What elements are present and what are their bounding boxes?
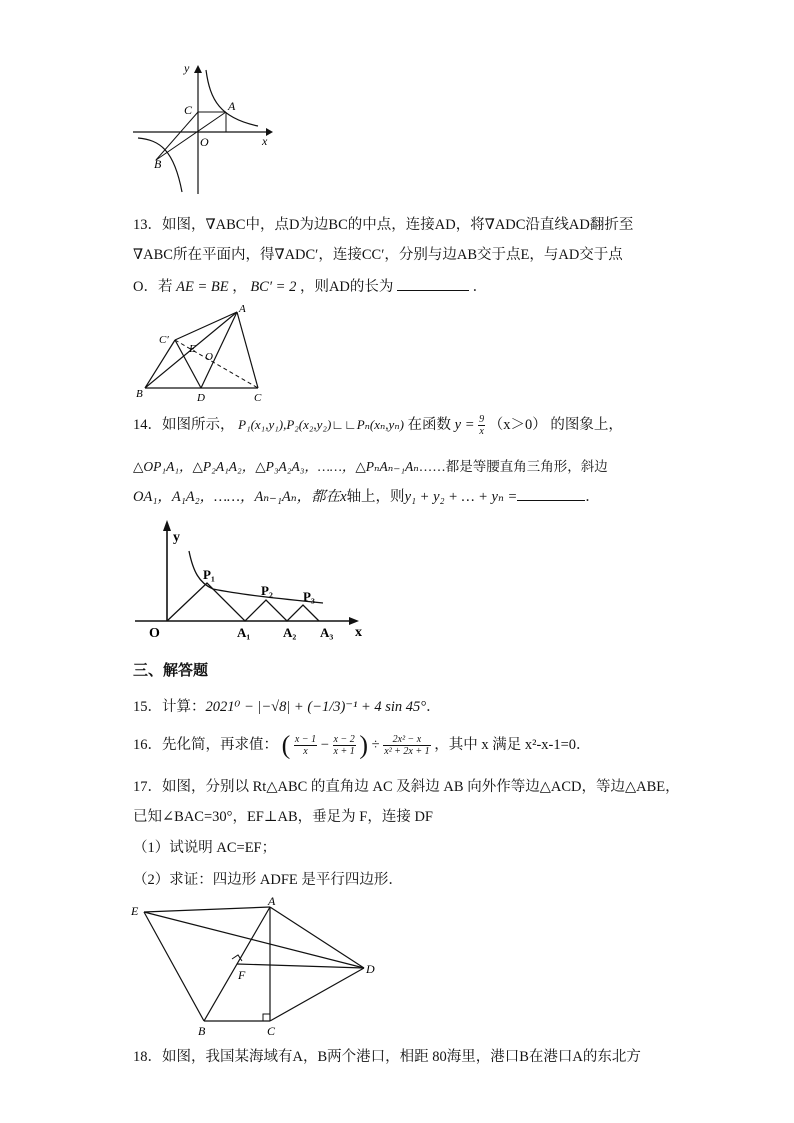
y-axis-label: y	[184, 61, 190, 75]
segment-EB	[144, 912, 204, 1021]
label-O: O	[149, 626, 160, 641]
q16-f2-den: x + 1	[333, 746, 355, 758]
q14-func-den: x	[479, 426, 484, 438]
q16-fraction-1	[294, 734, 317, 757]
q14-func-num: 9	[479, 414, 485, 426]
q17-line2: 已知∠BAC=30°，EF⊥AB，垂足为 F，连接 DF	[133, 809, 433, 825]
section-title: 三、解答题	[133, 661, 209, 679]
y-axis-arrow	[194, 65, 202, 73]
q13-figure	[133, 300, 273, 405]
q14-line3-b: 轴上，则	[346, 489, 405, 505]
segment-EA	[144, 907, 270, 912]
label-B: B	[136, 388, 143, 400]
q16-minus: −	[320, 737, 329, 753]
label-A3: A₃	[320, 625, 334, 640]
q14-answer-blank[interactable]	[517, 488, 585, 501]
y-axis-label: y	[173, 530, 180, 545]
label-A: A	[268, 894, 276, 908]
q16-f1-den: x	[303, 746, 308, 758]
q16-f1-num: x − 1	[294, 734, 317, 746]
q14-func-fraction	[478, 414, 485, 437]
label-C: C	[184, 103, 193, 117]
q16-right-paren: )	[359, 730, 369, 760]
q16-pre: 16．先化简，再求值：	[133, 737, 278, 753]
q16-fraction-3	[383, 734, 430, 757]
q16-f3-num: 2x² − x	[383, 734, 430, 746]
q13-sep: ，	[232, 279, 247, 295]
label-O: O	[205, 351, 213, 363]
q16-f2-num: x − 2	[333, 734, 355, 746]
segment-AC	[237, 312, 258, 388]
q13-cond1: AE = BE	[176, 279, 229, 295]
q13-line3-post: ，则AD的长为	[299, 279, 394, 295]
label-A: A	[228, 99, 236, 113]
segment-AD	[201, 312, 237, 388]
segment-CD	[270, 968, 364, 1021]
q17-part1: （1）试说明 AC=EF；	[133, 840, 277, 856]
q13-line3	[133, 275, 487, 296]
label-C: C	[267, 1024, 276, 1038]
q14-line1-mid: 在函数	[407, 417, 452, 433]
label-B: B	[198, 1024, 206, 1038]
label-C: C	[254, 392, 262, 404]
q14-figure	[133, 515, 373, 645]
label-E: E	[131, 904, 139, 918]
label-C-prime: C′	[159, 334, 169, 346]
q14-domain: （x＞0）	[488, 417, 547, 433]
q13-line3-pre: O．若	[133, 279, 173, 295]
q14-sum: y₁ + y₂ + … + yₙ =	[404, 489, 518, 505]
segment-BA	[156, 112, 226, 160]
segment-AD	[270, 907, 364, 968]
x-axis-label: x	[355, 625, 362, 640]
y-axis-arrow	[163, 520, 171, 531]
segment-FD	[237, 964, 364, 968]
q14-line2-b: ……都是等腰直角三角形，斜边	[418, 459, 608, 474]
q16-div: ÷	[371, 737, 380, 753]
q13-cond2: BC′ = 2	[250, 279, 297, 295]
q16	[133, 730, 591, 760]
label-B: B	[154, 157, 162, 171]
q14-points: P₁(x₁,y₁),P₂(x₂,y₂)∟∟Pₙ(xₙ,yₙ)	[238, 417, 404, 432]
q17-line1: 17．如图，分别以 Rt△ABC 的直角边 AC 及斜边 AB 向外作等边△ACD，等边△ABE，	[133, 779, 680, 795]
label-A1: A₁	[237, 625, 251, 640]
q15	[133, 695, 441, 716]
segment-C1B	[145, 340, 175, 388]
label-A2: A₂	[283, 625, 297, 640]
q14-end: ．	[585, 489, 600, 505]
q15-pre: 15．计算：	[133, 699, 206, 715]
label-F: F	[238, 968, 246, 982]
right-angle-F	[232, 955, 242, 961]
hyperbola-branch-right	[206, 70, 258, 126]
zigzag-triangles	[167, 583, 319, 621]
q14-line3	[133, 485, 600, 506]
q13-line2: ∇ABC所在平面内，得∇ADC′，连接CC′，分别与边AB交于点E，与AD交于点	[133, 247, 623, 263]
q16-fraction-2	[333, 734, 356, 757]
segment-C1A	[175, 312, 237, 340]
q14-line1-post: 的图象上，	[550, 417, 623, 433]
q16-left-paren: (	[281, 730, 291, 760]
x-axis-label: x	[262, 134, 268, 148]
q13-answer-blank[interactable]	[397, 278, 469, 291]
label-P1: P₁	[203, 567, 215, 582]
q14-line2	[133, 455, 608, 475]
q15-expression: 2021⁰ − |−√8| + (−1/3)⁻¹ + 4 sin 45°	[205, 699, 427, 715]
q13-end: ．	[472, 279, 488, 295]
q14-triangles: △OP₁A₁，△P₂A₁A₂，△P₃A₂A₃，……，△PₙAₙ₋₁Aₙ	[133, 459, 419, 474]
q18-line1: 18．如图，我国某海域有A，B两个港口，相距 80海里，港口B在港口A的东北方	[133, 1049, 641, 1065]
q14-func-lhs: y =	[454, 417, 475, 433]
hyperbola-figure	[128, 60, 278, 200]
q14-hypotenuses: OA₁，A₁A₂，……，Aₙ₋₁Aₙ，都在	[133, 489, 341, 505]
segment-ED	[144, 912, 364, 968]
q13-line1: 13．如图，∇ABC中，点D为边BC的中点，连接AD，将∇ADC沿直线AD翻折至	[133, 217, 634, 233]
label-P2: P₂	[261, 583, 273, 598]
label-D: D	[197, 392, 205, 404]
label-P3: P₃	[303, 589, 315, 604]
q16-f3-den: x² + 2x + 1	[384, 746, 430, 758]
q14-x-axis-name: x	[340, 489, 347, 505]
q16-post: ，其中 x 满足 x²-x-1=0．	[434, 737, 591, 753]
q17-figure	[128, 893, 388, 1038]
label-A: A	[239, 303, 246, 315]
q17-part2: （2）求证：四边形 ADFE 是平行四边形．	[133, 872, 403, 888]
label-E: E	[189, 343, 196, 355]
label-O: O	[200, 135, 209, 149]
q14-line1-pre: 14．如图所示，	[133, 417, 235, 433]
q14-line1	[133, 413, 623, 437]
label-D: D	[366, 962, 375, 976]
x-axis-arrow	[349, 617, 359, 625]
right-angle-C	[263, 1014, 270, 1021]
q15-end: ．	[426, 699, 441, 715]
